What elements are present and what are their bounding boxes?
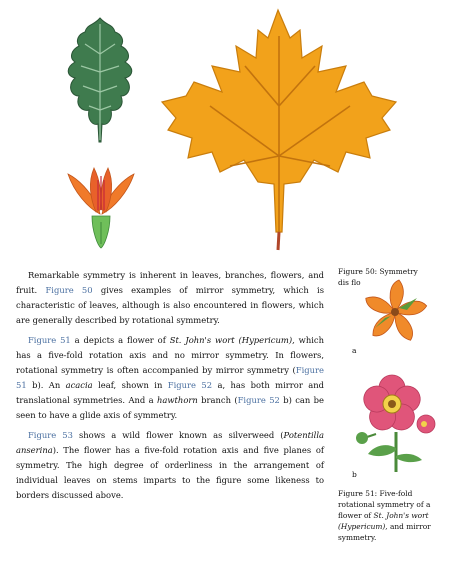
paragraph-2: Figure 51 a depicts a flower of St. John's wort (Hypericum), which has a five-fold rotation axis and no mirror symmetry. In flowers, rotational symmetry is often accompanied by mirror symmetry (Figure 51 b). An acacia leaf, shown in Figure 52 a, has both mirror and translational symmetries. And a hawthorn branch (Figure 52 b) can be seen to have a glide axis of symmetry. [16, 335, 324, 420]
pink-flower-illustration [352, 370, 438, 474]
figure-51-link[interactable]: Figure 51 [16, 365, 324, 390]
maple-leaf-illustration [150, 6, 406, 252]
figure-51-link[interactable]: Figure 51 [28, 335, 71, 345]
figure-52-link[interactable]: Figure 52 [237, 395, 280, 405]
subfigure-label-a: a [352, 346, 357, 355]
figure-50-link[interactable]: Figure 50 [45, 285, 93, 295]
figure-52-link[interactable]: Figure 52 [167, 380, 213, 390]
paragraph-3: Figure 53 shows a wild flower known as silverweed (Potentilla anserina). The flower has a five-fold rotation axis and five planes of symmetry. The high degree of orderliness in the arrangement of individual leaves on stems imparts to the figure some likeness to borders discussed above. [16, 430, 324, 500]
figure-51-caption: Figure 51: Five-fold rotational symmetry of a flower of St. John's wort (Hypericum), and mirror symmetry. [338, 489, 431, 542]
oak-leaf-illustration [55, 14, 145, 152]
paragraph-1: Remarkable symmetry is inherent in leaves, branches, flowers, and fruit. Figure 50 gives examples of mirror symmetry, which is characteristic of leaves, although is also encountered in flowers, which are generally described by rotational symmetry. [16, 270, 324, 325]
figure-50-caption: Figure 50: Symmetry dis flo [338, 267, 418, 287]
body-text [16, 268, 324, 508]
orange-flower-illustration [60, 162, 142, 252]
subfigure-label-b: b [352, 470, 357, 479]
figure-53-link[interactable]: Figure 53 [28, 430, 73, 440]
